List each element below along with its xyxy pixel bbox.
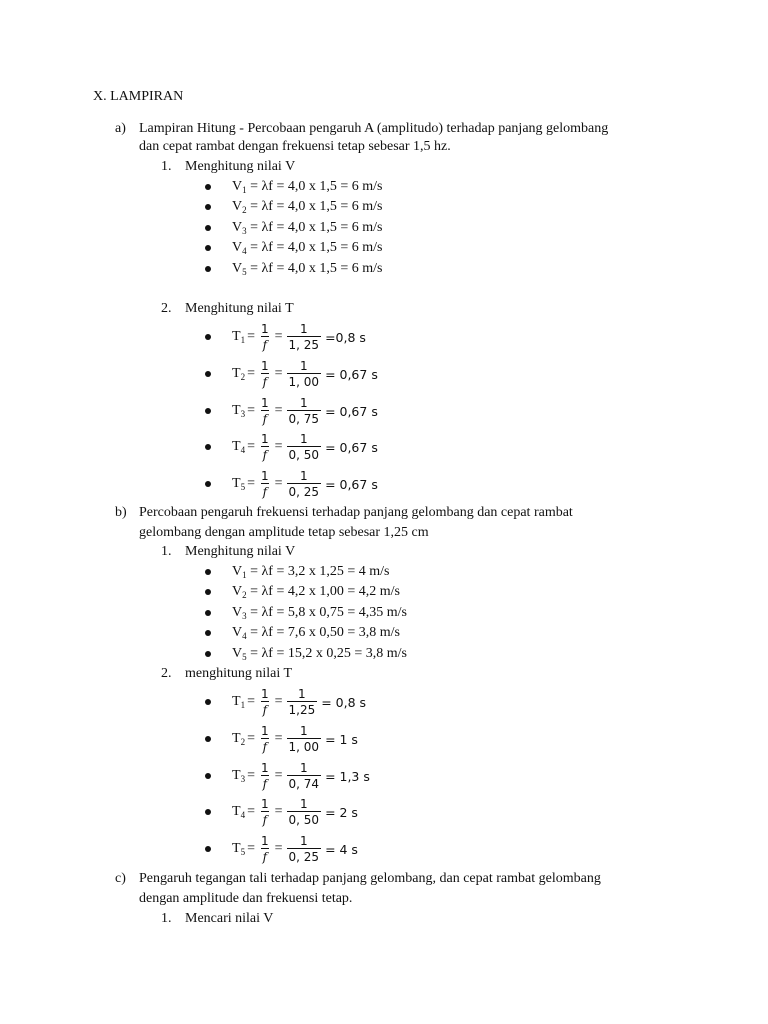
subscript: 1	[242, 570, 247, 580]
formula-lhs	[232, 804, 245, 820]
subscript: 4	[240, 810, 246, 820]
page-heading: X. LAMPIRAN	[93, 89, 184, 104]
subscript: 3	[242, 611, 247, 621]
equals-sign: =	[247, 329, 255, 344]
bullet-dot	[205, 481, 211, 487]
bullet-dot	[205, 846, 211, 852]
subscript: 3	[240, 774, 246, 784]
fraction-numerator: 1	[260, 761, 269, 775]
equals-sign: =	[247, 768, 255, 783]
fraction-numerator: 1	[299, 432, 308, 446]
formula-text: = λf = 4,0 x 1,5 = 6 m/s	[246, 199, 383, 214]
period-formula	[232, 318, 366, 356]
formula-text: = λf = 15,2 x 0,25 = 3,8 m/s	[246, 646, 407, 661]
fraction-denominator: f	[262, 813, 268, 827]
section-a-sub2-marker: 2.	[161, 301, 172, 316]
section-b-marker: b)	[115, 505, 127, 520]
period-formula	[232, 757, 370, 795]
fraction	[259, 688, 271, 716]
formula-lhs	[232, 841, 245, 857]
section-b-sub2-marker: 2.	[161, 666, 172, 681]
fraction	[287, 835, 322, 863]
equals-sign: =	[247, 841, 255, 856]
fraction-numerator: 1	[260, 322, 269, 336]
equals-sign: =	[274, 841, 283, 856]
variable: T	[232, 841, 241, 856]
velocity-formula	[232, 583, 400, 601]
formula-lhs	[232, 403, 245, 419]
equals-sign: =	[247, 476, 255, 491]
bullet-dot	[205, 569, 211, 575]
fraction-denominator: f	[262, 777, 268, 791]
period-formula	[232, 355, 378, 393]
formula-lhs	[232, 366, 245, 382]
fraction-denominator: 1, 00	[288, 375, 320, 389]
formula-result: =0,8 s	[325, 329, 366, 345]
subscript: 4	[242, 246, 247, 256]
subscript: 2	[240, 737, 246, 747]
section-a-title-line2: dan cepat rambat dengan frekuensi tetap sebesar 1,5 hz.	[139, 139, 451, 154]
formula-text: = λf = 4,2 x 1,00 = 4,2 m/s	[246, 584, 400, 599]
fraction	[259, 323, 271, 351]
bullet-dot	[205, 589, 211, 595]
fraction-numerator: 1	[299, 322, 308, 336]
variable: V	[232, 584, 243, 599]
period-formula	[232, 830, 358, 868]
period-formula	[232, 465, 378, 503]
fraction	[287, 470, 322, 498]
bullet-dot	[205, 334, 211, 340]
velocity-formula	[232, 198, 383, 216]
fraction	[287, 323, 322, 351]
fraction-numerator: 1	[260, 687, 269, 701]
subscript: 1	[242, 185, 247, 195]
formula-lhs	[232, 694, 245, 710]
fraction-denominator: 0, 75	[288, 412, 320, 426]
section-b-title-line2: gelombang dengan amplitude tetap sebesar 1,25 cm	[139, 525, 429, 540]
fraction	[287, 798, 322, 826]
variable: T	[232, 403, 241, 418]
variable: T	[232, 768, 241, 783]
formula-result: = 0,67 s	[325, 476, 378, 492]
fraction-denominator: 1,25	[288, 703, 316, 717]
bullet-dot	[205, 245, 211, 251]
velocity-formula	[232, 239, 383, 257]
fraction	[259, 798, 271, 826]
subscript: 1	[240, 335, 246, 345]
fraction	[287, 762, 322, 790]
fraction	[259, 397, 271, 425]
bullet-dot	[205, 371, 211, 377]
velocity-formula	[232, 260, 383, 278]
bullet-dot	[205, 736, 211, 742]
velocity-formula	[232, 563, 390, 581]
fraction-denominator: f	[262, 448, 268, 462]
equals-sign: =	[274, 476, 283, 491]
fraction-numerator: 1	[299, 834, 308, 848]
fraction	[287, 725, 322, 753]
fraction-numerator: 1	[260, 432, 269, 446]
fraction	[259, 762, 271, 790]
fraction-denominator: f	[262, 412, 268, 426]
subscript: 5	[242, 652, 247, 662]
fraction-numerator: 1	[299, 396, 308, 410]
equals-sign: =	[274, 329, 283, 344]
velocity-formula	[232, 219, 383, 237]
equals-sign: =	[274, 439, 283, 454]
fraction-denominator: f	[262, 850, 268, 864]
fraction-numerator: 1	[299, 724, 308, 738]
equals-sign: =	[247, 403, 255, 418]
fraction-numerator: 1	[299, 469, 308, 483]
formula-lhs	[232, 476, 245, 492]
section-c-title-line1: Pengaruh tegangan tali terhadap panjang gelombang, dan cepat rambat gelombang	[139, 871, 601, 886]
subscript: 2	[242, 205, 247, 215]
section-a-sub1-marker: 1.	[161, 159, 172, 174]
fraction-denominator: 1, 25	[288, 338, 320, 352]
velocity-formula	[232, 604, 407, 622]
formula-text: = λf = 4,0 x 1,5 = 6 m/s	[246, 240, 383, 255]
formula-result: = 0,67 s	[325, 439, 378, 455]
subscript: 4	[240, 445, 246, 455]
bullet-dot	[205, 699, 211, 705]
equals-sign: =	[274, 403, 283, 418]
formula-result: = 4 s	[325, 841, 358, 857]
subscript: 5	[240, 482, 246, 492]
velocity-formula	[232, 178, 383, 196]
section-c-sub1-title: Mencari nilai V	[185, 911, 274, 926]
fraction-denominator: f	[262, 703, 268, 717]
formula-text: = λf = 4,0 x 1,5 = 6 m/s	[246, 261, 383, 276]
formula-text: = λf = 3,2 x 1,25 = 4 m/s	[246, 564, 390, 579]
period-formula	[232, 392, 378, 430]
equals-sign: =	[247, 439, 255, 454]
variable: V	[232, 625, 243, 640]
fraction	[259, 835, 271, 863]
equals-sign: =	[274, 694, 283, 709]
fraction-numerator: 1	[260, 359, 269, 373]
section-b-sub1-marker: 1.	[161, 544, 172, 559]
formula-lhs	[232, 329, 245, 345]
fraction-denominator: 0, 50	[288, 813, 320, 827]
fraction-numerator: 1	[260, 469, 269, 483]
formula-text: = λf = 4,0 x 1,5 = 6 m/s	[246, 179, 383, 194]
section-b-title-line1: Percobaan pengaruh frekuensi terhadap panjang gelombang dan cepat rambat	[139, 505, 573, 520]
variable: T	[232, 731, 241, 746]
section-b-sub2-title: menghitung nilai T	[185, 666, 293, 681]
variable: T	[232, 329, 241, 344]
velocity-formula	[232, 645, 407, 663]
section-a-sub2-title: Menghitung nilai T	[185, 301, 294, 316]
variable: V	[232, 240, 243, 255]
section-a-title-line1: Lampiran Hitung - Percobaan pengaruh A (amplitudo) terhadap panjang gelombang	[139, 121, 609, 136]
period-formula	[232, 720, 358, 758]
subscript: 5	[240, 847, 246, 857]
fraction-numerator: 1	[298, 687, 306, 701]
bullet-dot	[205, 408, 211, 414]
section-c-sub1-marker: 1.	[161, 911, 172, 926]
bullet-dot	[205, 651, 211, 657]
variable: T	[232, 694, 241, 709]
bullet-dot	[205, 809, 211, 815]
fraction	[259, 433, 271, 461]
fraction-numerator: 1	[260, 396, 269, 410]
formula-result: = 0,67 s	[325, 366, 378, 382]
subscript: 2	[240, 372, 246, 382]
fraction-denominator: 0, 25	[288, 850, 320, 864]
equals-sign: =	[274, 366, 283, 381]
fraction-numerator: 1	[299, 359, 308, 373]
variable: V	[232, 646, 243, 661]
formula-result: = 0,67 s	[325, 403, 378, 419]
subscript: 3	[242, 226, 247, 236]
bullet-dot	[205, 184, 211, 190]
formula-text: = λf = 5,8 x 0,75 = 4,35 m/s	[246, 605, 407, 620]
variable: T	[232, 366, 241, 381]
bullet-dot	[205, 225, 211, 231]
fraction	[287, 360, 322, 388]
subscript: 5	[242, 267, 247, 277]
subscript: 2	[242, 590, 247, 600]
fraction	[259, 360, 271, 388]
section-c-marker: c)	[115, 871, 126, 886]
formula-result: = 0,8 s	[321, 694, 367, 710]
equals-sign: =	[274, 731, 283, 746]
period-formula	[232, 793, 358, 831]
subscript: 1	[240, 700, 246, 710]
fraction-denominator: 1, 00	[288, 740, 320, 754]
formula-lhs	[232, 731, 245, 747]
fraction-numerator: 1	[299, 797, 308, 811]
fraction-numerator: 1	[299, 761, 308, 775]
fraction-denominator: f	[262, 740, 268, 754]
section-a-sub1-title: Menghitung nilai V	[185, 159, 296, 174]
period-formula	[232, 683, 366, 721]
variable: T	[232, 476, 241, 491]
variable: T	[232, 804, 241, 819]
variable: V	[232, 605, 243, 620]
bullet-dot	[205, 610, 211, 616]
section-b-sub1-title: Menghitung nilai V	[185, 544, 296, 559]
formula-result: = 1,3 s	[325, 768, 370, 784]
fraction-denominator: 0, 74	[288, 777, 320, 791]
bullet-dot	[205, 204, 211, 210]
fraction-denominator: f	[262, 485, 268, 499]
fraction-denominator: f	[262, 375, 268, 389]
formula-result: = 1 s	[325, 731, 358, 747]
formula-lhs	[232, 439, 245, 455]
equals-sign: =	[247, 694, 255, 709]
fraction-denominator: 0, 25	[288, 485, 320, 499]
equals-sign: =	[274, 768, 283, 783]
fraction-denominator: 0, 50	[288, 448, 320, 462]
fraction	[287, 688, 318, 716]
fraction-numerator: 1	[260, 724, 269, 738]
section-a-marker: a)	[115, 121, 126, 136]
variable: V	[232, 261, 243, 276]
bullet-dot	[205, 266, 211, 272]
subscript: 4	[242, 631, 247, 641]
fraction	[259, 470, 271, 498]
bullet-dot	[205, 444, 211, 450]
subscript: 3	[240, 409, 246, 419]
velocity-formula	[232, 624, 400, 642]
variable: T	[232, 439, 241, 454]
fraction	[287, 397, 322, 425]
equals-sign: =	[247, 731, 255, 746]
formula-lhs	[232, 768, 245, 784]
fraction-numerator: 1	[260, 834, 269, 848]
formula-result: = 2 s	[325, 804, 358, 820]
fraction	[259, 725, 271, 753]
equals-sign: =	[274, 804, 283, 819]
formula-text: = λf = 4,0 x 1,5 = 6 m/s	[246, 220, 383, 235]
formula-text: = λf = 7,6 x 0,50 = 3,8 m/s	[246, 625, 400, 640]
variable: V	[232, 564, 243, 579]
bullet-dot	[205, 773, 211, 779]
fraction	[287, 433, 322, 461]
bullet-dot	[205, 630, 211, 636]
fraction-denominator: f	[262, 338, 268, 352]
fraction-numerator: 1	[260, 797, 269, 811]
variable: V	[232, 179, 243, 194]
section-c-title-line2: dengan amplitude dan frekuensi tetap.	[139, 891, 353, 906]
variable: V	[232, 199, 243, 214]
equals-sign: =	[247, 366, 255, 381]
period-formula	[232, 428, 378, 466]
equals-sign: =	[247, 804, 255, 819]
variable: V	[232, 220, 243, 235]
